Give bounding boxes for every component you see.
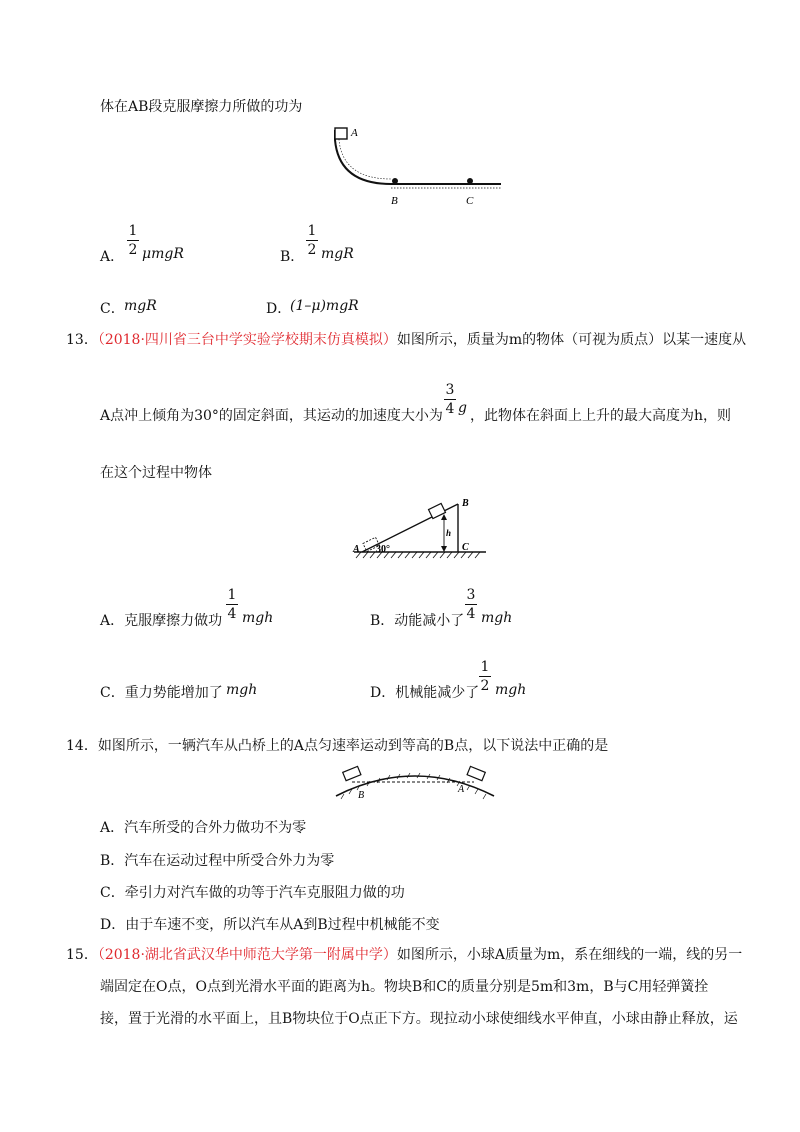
q12-option-c-expr: mgR [124, 298, 157, 314]
q13-fig-angle: 30° [376, 544, 390, 555]
q15-source: （2018·湖北省武汉华中师范大学第一附属中学） [97, 947, 397, 963]
q14-option-c: C．牵引力对汽车做的功等于汽车克服阻力做的功 [100, 885, 405, 901]
q13-option-a-expr: mgh [242, 610, 274, 626]
q14-option-a: A．汽车所受的合外力做功不为零 [100, 820, 307, 836]
q14-stem: 14．如图所示，一辆汽车从凸桥上的A点匀速率运动到等高的B点，以下说法中正确的是 [66, 738, 609, 754]
q13-fig-label-a: A [353, 544, 360, 555]
q13-stem-line2a: A点冲上倾角为30°的固定斜面，其运动的加速度大小为 [100, 408, 443, 424]
q13-figure [350, 494, 490, 566]
q13-number: 13． [66, 332, 98, 348]
q15-stem-line1: 15．（2018·湖北省武汉华中师范大学第一附属中学）如图所示，小球A质量为m，系在细线的一端，线的另一 [66, 947, 743, 963]
q12-fig-label-c: C [466, 195, 474, 207]
q12-option-a-label: A． [100, 249, 125, 265]
q13-fig-label-b: B [462, 498, 469, 509]
q13-source: （2018·四川省三台中学实验学校期末仿真模拟） [97, 332, 397, 348]
q12-option-c-label: C． [100, 301, 125, 317]
q13-stem-line1: 13．（2018·四川省三台中学实验学校期末仿真模拟）如图所示，质量为m的物体（可视为质点）以某一速度从 [66, 332, 747, 348]
q14-figure [330, 760, 500, 802]
q12-option-b-label: B． [280, 249, 305, 265]
q12-stem-tail: 体在AB段克服摩擦力所做的功为 [100, 99, 303, 115]
q13-option-d-fraction: 1 2 [480, 659, 490, 694]
q12-fig-label-a: A [351, 127, 358, 139]
q12-option-b-expr: mgR [321, 246, 354, 262]
q13-option-b-text: B．动能减小了 [370, 613, 465, 629]
q14-fig-label-a: A [458, 784, 465, 795]
q14-option-d: D．由于车速不变，所以汽车从A到B过程中机械能不变 [100, 917, 440, 933]
q13-accel-unit: g [458, 400, 467, 416]
q14-number: 14． [66, 738, 98, 754]
q12-option-a-expr: μmgR [142, 246, 184, 262]
q15-number: 15． [66, 947, 98, 963]
q13-fig-label-h: h [446, 528, 452, 538]
q13-option-c-expr: mgh [226, 682, 258, 698]
q13-option-a-text: A．克服摩擦力做功 [100, 613, 223, 629]
q13-option-b-expr: mgh [481, 610, 513, 626]
q13-option-d-expr: mgh [495, 682, 527, 698]
q13-fig-label-c: C [462, 542, 469, 553]
q13-accel-fraction: 3 4 [445, 382, 455, 417]
q13-stem-line2b: ，此物体在斜面上上升的最大高度为h，则 [470, 408, 732, 424]
q14-option-b: B．汽车在运动过程中所受合外力为零 [100, 853, 335, 869]
q15-stem-line2: 端固定在O点，O点到光滑水平面的距离为h。物块B和C的质量分别是5m和3m，B与C用轻弹簧拴 [100, 979, 709, 995]
q12-option-d-expr: (1–μ)mgR [290, 298, 359, 314]
q15-stem-line3: 接，置于光滑的水平面上，且B物块位于O点正下方。现拉动小球使细线水平伸直，小球由静止释放，运 [100, 1011, 738, 1027]
q13-option-c-text: C．重力势能增加了 [100, 685, 223, 701]
q13-option-b-fraction: 3 4 [466, 587, 476, 622]
q13-stem-line3: 在这个过程中物体 [100, 465, 212, 481]
q13-option-a-fraction: 1 4 [227, 587, 237, 622]
q12-option-a-fraction: 1 2 [128, 223, 138, 258]
q12-option-b-fraction: 1 2 [307, 223, 317, 258]
q12-option-d-label: D． [266, 301, 292, 317]
q14-fig-label-b: B [358, 790, 365, 801]
q13-option-d-text: D．机械能减少了 [370, 685, 480, 701]
q12-figure [325, 122, 505, 212]
q12-fig-label-b: B [391, 195, 398, 207]
